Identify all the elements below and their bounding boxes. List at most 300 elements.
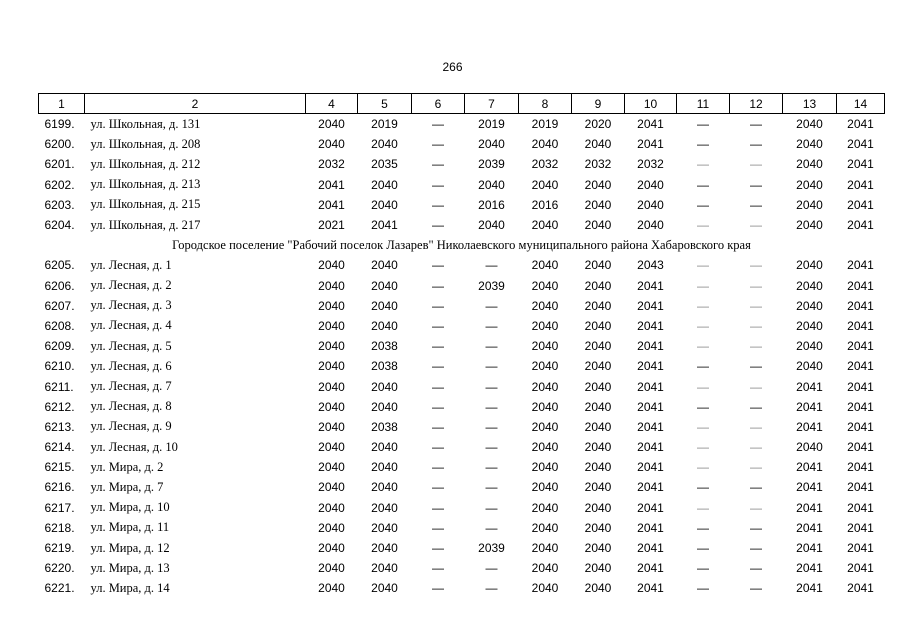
value-cell: 2040 bbox=[796, 339, 823, 354]
table-row bbox=[39, 376, 885, 396]
value-cell: 2040 bbox=[371, 500, 398, 515]
value-cell: 2041 bbox=[318, 177, 345, 192]
value-cell: — bbox=[697, 218, 709, 233]
value-cell: 2041 bbox=[637, 399, 664, 414]
value-cell: 2039 bbox=[478, 541, 505, 556]
table-row bbox=[39, 538, 885, 558]
value-cell: 2040 bbox=[478, 218, 505, 233]
value-cell: 2041 bbox=[371, 218, 398, 233]
value-cell: 2041 bbox=[637, 318, 664, 333]
value-cell: 2040 bbox=[318, 339, 345, 354]
value-cell: 2041 bbox=[847, 218, 874, 233]
row-number: 6220. bbox=[44, 561, 75, 576]
value-cell: 2040 bbox=[531, 298, 559, 313]
value-cell: — bbox=[485, 379, 498, 394]
address-cell: ул. Школьная, д. 213 bbox=[90, 177, 201, 192]
value-cell: 2041 bbox=[796, 581, 823, 596]
value-cell: — bbox=[485, 298, 498, 313]
value-cell: — bbox=[750, 298, 762, 313]
value-cell: 2041 bbox=[847, 500, 874, 515]
value-cell: 2040 bbox=[531, 359, 559, 374]
value-cell: 2040 bbox=[796, 318, 823, 333]
value-cell: 2040 bbox=[584, 177, 612, 192]
row-number: 6210. bbox=[44, 359, 75, 374]
value-cell: 2039 bbox=[478, 157, 505, 172]
value-cell: 2040 bbox=[584, 480, 612, 495]
value-cell: 2041 bbox=[796, 460, 823, 475]
value-cell: 2041 bbox=[796, 379, 823, 394]
value-cell: — bbox=[485, 561, 498, 576]
column-header: 11 bbox=[677, 94, 730, 114]
value-cell: — bbox=[432, 137, 444, 152]
value-cell: 2040 bbox=[584, 520, 612, 535]
value-cell: 2019 bbox=[371, 117, 398, 132]
value-cell: 2041 bbox=[637, 500, 664, 515]
value-cell: 2040 bbox=[371, 460, 398, 475]
value-cell: 2040 bbox=[371, 379, 398, 394]
value-cell: 2040 bbox=[318, 480, 345, 495]
row-number: 6218. bbox=[44, 520, 75, 535]
value-cell: 2041 bbox=[847, 318, 874, 333]
value-cell: — bbox=[432, 298, 444, 313]
value-cell: — bbox=[750, 197, 762, 212]
row-number: 6201. bbox=[44, 157, 75, 172]
value-cell: 2041 bbox=[847, 177, 874, 192]
value-cell: 2040 bbox=[584, 581, 612, 596]
value-cell: 2040 bbox=[371, 197, 398, 212]
value-cell: — bbox=[750, 440, 762, 455]
address-cell: ул. Лесная, д. 9 bbox=[90, 419, 172, 434]
column-header: 8 bbox=[519, 94, 572, 114]
value-cell: 2040 bbox=[584, 197, 612, 212]
value-cell: — bbox=[432, 440, 444, 455]
value-cell: 2039 bbox=[478, 278, 505, 293]
address-cell: ул. Школьная, д. 131 bbox=[90, 116, 201, 131]
value-cell: — bbox=[432, 318, 444, 333]
value-cell: 2041 bbox=[637, 440, 664, 455]
value-cell: 2041 bbox=[637, 117, 664, 132]
row-number: 6205. bbox=[44, 258, 75, 273]
value-cell: 2040 bbox=[796, 278, 823, 293]
value-cell: — bbox=[750, 399, 762, 414]
column-header: 4 bbox=[306, 94, 358, 114]
address-cell: ул. Школьная, д. 217 bbox=[90, 217, 201, 232]
value-cell: — bbox=[697, 419, 709, 434]
table-row bbox=[39, 498, 885, 518]
value-cell: — bbox=[750, 581, 762, 596]
value-cell: — bbox=[432, 218, 444, 233]
value-cell: 2040 bbox=[318, 440, 345, 455]
value-cell: 2041 bbox=[847, 561, 874, 576]
value-cell: 2041 bbox=[637, 278, 664, 293]
value-cell: 2041 bbox=[847, 440, 874, 455]
row-number: 6211. bbox=[44, 379, 74, 394]
value-cell: 2041 bbox=[796, 399, 823, 414]
value-cell: 2041 bbox=[637, 379, 664, 394]
value-cell: 2041 bbox=[847, 520, 874, 535]
value-cell: — bbox=[697, 318, 709, 333]
value-cell: — bbox=[432, 258, 444, 273]
value-cell: 2041 bbox=[318, 197, 345, 212]
address-cell: ул. Мира, д. 12 bbox=[90, 540, 170, 555]
value-cell: 2040 bbox=[531, 581, 559, 596]
value-cell: 2040 bbox=[584, 318, 612, 333]
value-cell: 2040 bbox=[531, 561, 559, 576]
table-row bbox=[39, 154, 885, 174]
value-cell: 2040 bbox=[584, 379, 612, 394]
value-cell: — bbox=[697, 541, 709, 556]
value-cell: 2021 bbox=[318, 218, 345, 233]
table-row bbox=[39, 114, 885, 135]
value-cell: 2040 bbox=[371, 399, 398, 414]
address-cell: ул. Мира, д. 7 bbox=[90, 479, 164, 494]
value-cell: — bbox=[432, 581, 444, 596]
address-cell: ул. Лесная, д. 3 bbox=[90, 298, 172, 313]
table-row bbox=[39, 195, 885, 215]
column-header: 10 bbox=[625, 94, 677, 114]
value-cell: — bbox=[750, 541, 762, 556]
value-cell: — bbox=[750, 318, 762, 333]
value-cell: — bbox=[432, 359, 444, 374]
column-header: 2 bbox=[85, 94, 306, 114]
value-cell: 2040 bbox=[637, 177, 664, 192]
table-row bbox=[39, 336, 885, 356]
value-cell: 2040 bbox=[371, 318, 398, 333]
value-cell: — bbox=[697, 480, 709, 495]
value-cell: 2040 bbox=[318, 581, 345, 596]
value-cell: 2041 bbox=[637, 480, 664, 495]
value-cell: 2040 bbox=[318, 117, 345, 132]
value-cell: 2032 bbox=[318, 157, 345, 172]
value-cell: 2040 bbox=[637, 218, 664, 233]
column-header: 6 bbox=[412, 94, 465, 114]
address-cell: ул. Мира, д. 2 bbox=[90, 459, 164, 474]
value-cell: 2040 bbox=[318, 318, 345, 333]
value-cell: 2041 bbox=[796, 520, 823, 535]
value-cell: 2041 bbox=[847, 137, 874, 152]
value-cell: — bbox=[432, 419, 444, 434]
value-cell: — bbox=[485, 399, 498, 414]
value-cell: 2040 bbox=[531, 258, 559, 273]
value-cell: 2040 bbox=[584, 278, 612, 293]
value-cell: — bbox=[485, 359, 498, 374]
row-number: 6212. bbox=[44, 399, 75, 414]
value-cell: 2040 bbox=[796, 258, 823, 273]
value-cell: 2040 bbox=[584, 218, 612, 233]
table-row bbox=[39, 356, 885, 376]
value-cell: — bbox=[432, 278, 444, 293]
value-cell: — bbox=[485, 258, 498, 273]
header-row bbox=[39, 94, 885, 114]
value-cell: 2032 bbox=[584, 157, 612, 172]
value-cell: 2041 bbox=[847, 419, 874, 434]
address-cell: ул. Мира, д. 10 bbox=[90, 500, 170, 515]
value-cell: 2040 bbox=[584, 500, 612, 515]
row-number: 6217. bbox=[44, 500, 75, 515]
value-cell: 2041 bbox=[847, 298, 874, 313]
address-cell: ул. Лесная, д. 8 bbox=[90, 399, 172, 414]
table-row bbox=[39, 518, 885, 538]
value-cell: 2041 bbox=[796, 500, 823, 515]
value-cell: 2041 bbox=[847, 157, 874, 172]
value-cell: 2019 bbox=[478, 117, 505, 132]
value-cell: — bbox=[750, 177, 762, 192]
table-row bbox=[39, 477, 885, 497]
table-row bbox=[39, 417, 885, 437]
value-cell: 2040 bbox=[796, 137, 823, 152]
value-cell: — bbox=[485, 480, 498, 495]
section-heading-row bbox=[39, 235, 885, 255]
value-cell: — bbox=[697, 581, 709, 596]
value-cell: 2040 bbox=[796, 117, 823, 132]
value-cell: 2038 bbox=[371, 339, 398, 354]
value-cell: — bbox=[432, 157, 444, 172]
value-cell: 2041 bbox=[847, 541, 874, 556]
value-cell: — bbox=[485, 520, 498, 535]
value-cell: — bbox=[432, 541, 444, 556]
address-cell: ул. Лесная, д. 2 bbox=[90, 278, 172, 293]
value-cell: 2040 bbox=[531, 177, 559, 192]
value-cell: — bbox=[485, 581, 498, 596]
value-cell: — bbox=[485, 500, 498, 515]
value-cell: 2041 bbox=[796, 480, 823, 495]
value-cell: 2040 bbox=[584, 298, 612, 313]
value-cell: 2041 bbox=[796, 541, 823, 556]
value-cell: 2041 bbox=[637, 339, 664, 354]
value-cell: — bbox=[697, 197, 709, 212]
value-cell: — bbox=[432, 561, 444, 576]
value-cell: 2041 bbox=[796, 561, 823, 576]
row-number: 6209. bbox=[44, 339, 75, 354]
value-cell: — bbox=[750, 218, 762, 233]
address-cell: ул. Мира, д. 11 bbox=[90, 520, 170, 535]
value-cell: — bbox=[750, 520, 762, 535]
row-number: 6216. bbox=[44, 480, 75, 495]
value-cell: 2040 bbox=[584, 440, 612, 455]
value-cell: 2040 bbox=[796, 177, 823, 192]
value-cell: — bbox=[432, 117, 444, 132]
address-cell: ул. Лесная, д. 10 bbox=[90, 439, 178, 454]
value-cell: 2043 bbox=[637, 258, 664, 273]
value-cell: 2040 bbox=[584, 137, 612, 152]
value-cell: 2040 bbox=[371, 541, 398, 556]
row-number: 6202. bbox=[44, 177, 75, 192]
value-cell: 2040 bbox=[584, 419, 612, 434]
row-number: 6221. bbox=[44, 581, 75, 596]
value-cell: 2040 bbox=[318, 541, 345, 556]
table-row bbox=[39, 578, 885, 598]
row-number: 6208. bbox=[44, 318, 75, 333]
address-cell: ул. Лесная, д. 7 bbox=[90, 379, 172, 394]
value-cell: 2040 bbox=[318, 359, 345, 374]
row-number: 6219. bbox=[44, 541, 75, 556]
value-cell: 2041 bbox=[637, 359, 664, 374]
value-cell: 2040 bbox=[796, 218, 823, 233]
column-header: 12 bbox=[730, 94, 783, 114]
value-cell: 2041 bbox=[847, 278, 874, 293]
table-body bbox=[39, 114, 885, 599]
value-cell: 2041 bbox=[637, 419, 664, 434]
section-heading: Городское поселение "Рабочий поселок Лазарев" Николаевского муниципального района Хабаровского края bbox=[172, 237, 751, 252]
value-cell: — bbox=[697, 399, 709, 414]
value-cell: — bbox=[432, 379, 444, 394]
value-cell: 2040 bbox=[318, 399, 345, 414]
value-cell: 2040 bbox=[318, 298, 345, 313]
data-table bbox=[38, 93, 885, 599]
value-cell: 2040 bbox=[584, 359, 612, 374]
column-header: 5 bbox=[358, 94, 412, 114]
value-cell: 2040 bbox=[531, 419, 559, 434]
value-cell: 2040 bbox=[318, 379, 345, 394]
value-cell: 2041 bbox=[637, 581, 664, 596]
value-cell: 2032 bbox=[637, 157, 664, 172]
value-cell: — bbox=[697, 137, 709, 152]
row-number: 6200. bbox=[44, 137, 75, 152]
value-cell: 2040 bbox=[318, 500, 345, 515]
value-cell: — bbox=[485, 339, 498, 354]
value-cell: 2041 bbox=[847, 339, 874, 354]
value-cell: 2041 bbox=[637, 541, 664, 556]
table-row bbox=[39, 276, 885, 296]
value-cell: — bbox=[750, 137, 762, 152]
value-cell: 2038 bbox=[371, 419, 398, 434]
value-cell: — bbox=[697, 359, 709, 374]
value-cell: — bbox=[432, 500, 444, 515]
value-cell: — bbox=[697, 258, 709, 273]
value-cell: — bbox=[432, 480, 444, 495]
column-header: 1 bbox=[39, 94, 85, 114]
value-cell: 2016 bbox=[478, 197, 505, 212]
value-cell: 2041 bbox=[847, 460, 874, 475]
table-row bbox=[39, 437, 885, 457]
value-cell: 2040 bbox=[796, 157, 823, 172]
value-cell: 2040 bbox=[371, 177, 398, 192]
value-cell: 2019 bbox=[531, 117, 559, 132]
value-cell: — bbox=[432, 197, 444, 212]
value-cell: 2038 bbox=[371, 359, 398, 374]
value-cell: — bbox=[750, 561, 762, 576]
value-cell: 2040 bbox=[584, 258, 612, 273]
row-number: 6215. bbox=[44, 460, 75, 475]
value-cell: 2040 bbox=[318, 137, 345, 152]
value-cell: 2040 bbox=[796, 197, 823, 212]
value-cell: 2041 bbox=[637, 520, 664, 535]
value-cell: 2040 bbox=[478, 137, 505, 152]
table-row bbox=[39, 134, 885, 154]
row-number: 6203. bbox=[44, 197, 75, 212]
value-cell: 2016 bbox=[531, 197, 559, 212]
value-cell: 2040 bbox=[531, 318, 559, 333]
value-cell: 2041 bbox=[796, 419, 823, 434]
value-cell: 2040 bbox=[796, 440, 823, 455]
value-cell: — bbox=[697, 460, 709, 475]
value-cell: — bbox=[750, 339, 762, 354]
value-cell: — bbox=[432, 177, 444, 192]
value-cell: — bbox=[750, 258, 762, 273]
value-cell: — bbox=[697, 278, 709, 293]
address-cell: ул. Лесная, д. 5 bbox=[90, 338, 172, 353]
table-row bbox=[39, 175, 885, 195]
value-cell: 2040 bbox=[531, 500, 559, 515]
value-cell: — bbox=[697, 561, 709, 576]
address-cell: ул. Мира, д. 13 bbox=[90, 560, 170, 575]
value-cell: — bbox=[750, 419, 762, 434]
value-cell: 2040 bbox=[371, 480, 398, 495]
address-cell: ул. Школьная, д. 208 bbox=[90, 136, 201, 151]
value-cell: 2040 bbox=[531, 339, 559, 354]
row-number: 6204. bbox=[44, 218, 75, 233]
value-cell: 2040 bbox=[531, 137, 559, 152]
value-cell: 2040 bbox=[371, 278, 398, 293]
value-cell: 2040 bbox=[584, 460, 612, 475]
row-number: 6206. bbox=[44, 278, 75, 293]
value-cell: 2040 bbox=[478, 177, 505, 192]
column-header: 9 bbox=[572, 94, 625, 114]
value-cell: — bbox=[697, 440, 709, 455]
value-cell: — bbox=[432, 520, 444, 535]
value-cell: 2040 bbox=[584, 561, 612, 576]
value-cell: — bbox=[750, 500, 762, 515]
value-cell: — bbox=[750, 460, 762, 475]
value-cell: — bbox=[697, 379, 709, 394]
value-cell: 2040 bbox=[318, 520, 345, 535]
value-cell: 2040 bbox=[318, 419, 345, 434]
value-cell: 2040 bbox=[584, 541, 612, 556]
table-row bbox=[39, 558, 885, 578]
value-cell: 2040 bbox=[371, 440, 398, 455]
value-cell: 2040 bbox=[531, 379, 559, 394]
value-cell: 2040 bbox=[637, 197, 664, 212]
value-cell: 2041 bbox=[637, 137, 664, 152]
value-cell: 2041 bbox=[847, 480, 874, 495]
value-cell: 2041 bbox=[847, 197, 874, 212]
value-cell: — bbox=[485, 460, 498, 475]
table-header bbox=[39, 94, 885, 114]
value-cell: 2041 bbox=[847, 581, 874, 596]
row-number: 6207. bbox=[44, 298, 75, 313]
address-cell: ул. Лесная, д. 1 bbox=[90, 257, 172, 272]
table-row bbox=[39, 255, 885, 275]
value-cell: 2040 bbox=[531, 541, 559, 556]
value-cell: 2040 bbox=[531, 278, 559, 293]
value-cell: — bbox=[750, 117, 762, 132]
address-cell: ул. Лесная, д. 6 bbox=[90, 358, 172, 373]
value-cell: — bbox=[697, 117, 709, 132]
value-cell: 2040 bbox=[371, 137, 398, 152]
value-cell: 2041 bbox=[847, 258, 874, 273]
value-cell: — bbox=[750, 157, 762, 172]
value-cell: 2040 bbox=[318, 258, 345, 273]
value-cell: — bbox=[697, 339, 709, 354]
value-cell: 2040 bbox=[371, 520, 398, 535]
value-cell: 2040 bbox=[531, 460, 559, 475]
value-cell: 2040 bbox=[584, 339, 612, 354]
page-number: 266 bbox=[442, 60, 463, 74]
value-cell: — bbox=[750, 379, 762, 394]
value-cell: — bbox=[432, 399, 444, 414]
row-number: 6214. bbox=[44, 440, 75, 455]
value-cell: — bbox=[750, 278, 762, 293]
value-cell: 2041 bbox=[847, 399, 874, 414]
value-cell: 2041 bbox=[637, 561, 664, 576]
value-cell: 2040 bbox=[371, 298, 398, 313]
table-row bbox=[39, 296, 885, 316]
value-cell: 2040 bbox=[796, 359, 823, 374]
value-cell: 2040 bbox=[318, 278, 345, 293]
address-cell: ул. Школьная, д. 212 bbox=[90, 156, 201, 171]
value-cell: — bbox=[750, 359, 762, 374]
value-cell: 2040 bbox=[531, 480, 559, 495]
